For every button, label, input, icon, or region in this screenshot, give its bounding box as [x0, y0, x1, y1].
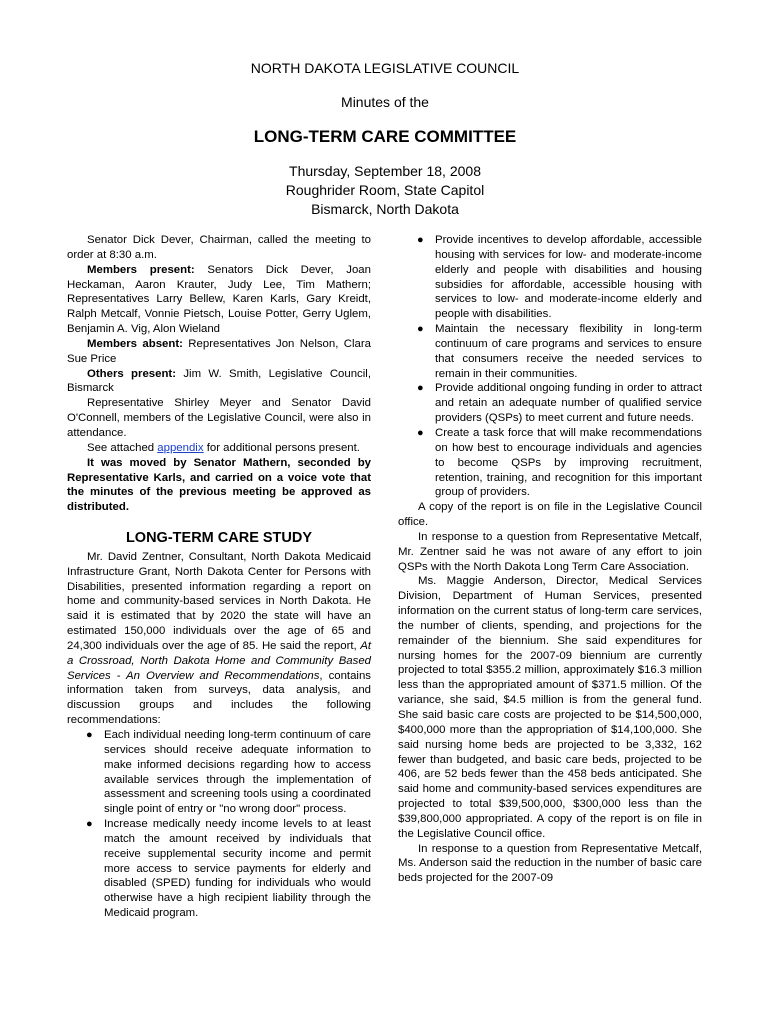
- appendix-suffix: for additional persons present.: [203, 441, 360, 454]
- list-item: [398, 233, 702, 322]
- list-item-text: Maintain the necessary flexibility in long-term continuum of care programs and services to ensure that consumers receive the needed services to remain in their communities.: [435, 323, 702, 380]
- members-present-text: Senators Dick Dever, Joan Heckaman, Aaron Krauter, Judy Lee, Tim Mathern; Representatives Larry Bellew, Karen Karls, Gary Kreidt, Ralph Metcalf, Vonnie Pietsch, Louise Potter, Gerry Uglem, Benjamin A. Vig, Alon Wieland: [67, 263, 371, 336]
- others-present: [67, 367, 371, 397]
- zentner-text-1: Mr. David Zentner, Consultant, North Dakota Medicaid Infrastructure Grant, North Dakota Center for Persons with Disabilities, presented information regarding a report on home and community-based services in North Dakota. He said it is estimated that by 2020 the state will have an estimated 150,000 individuals over the age of 65 and 24,300 individuals over the age of 85. He said the report,: [67, 550, 371, 652]
- appendix-prefix: See attached: [87, 441, 158, 454]
- meeting-location: Roughrider Room, State Capitol: [285, 182, 485, 198]
- right-column: [398, 233, 702, 886]
- meeting-city: Bismarck, North Dakota: [311, 201, 459, 217]
- minutes-of-label: Minutes of the: [341, 94, 429, 110]
- members-absent: [67, 337, 371, 367]
- appendix-paragraph: [67, 441, 371, 456]
- appendix-link[interactable]: appendix: [157, 441, 204, 454]
- members-absent-label: Members absent:: [87, 337, 183, 350]
- anderson-response-paragraph: In response to a question from Representative Metcalf, Ms. Anderson said the reduction in the number of basic care beds projected for the 2007-09: [398, 842, 702, 885]
- list-item: [398, 426, 702, 500]
- list-item: [398, 322, 702, 381]
- meeting-details: [0, 162, 770, 219]
- members-present: [67, 263, 371, 337]
- opening-paragraph: Senator Dick Dever, Chairman, called the meeting to order at 8:30 a.m.: [67, 234, 371, 261]
- attendance-paragraph: Representative Shirley Meyer and Senator David O'Connell, members of the Legislative Council, were also in attendance.: [67, 397, 371, 439]
- copy-report-paragraph: A copy of the report is on file in the Legislative Council office.: [398, 501, 702, 529]
- bullet-icon: ●: [417, 234, 424, 246]
- section-heading: LONG-TERM CARE STUDY: [125, 530, 313, 547]
- motion-paragraph: It was moved by Senator Mathern, seconded by Representative Karls, and carried on a voice vote that the minutes of the previous meeting be approved as distributed.: [67, 456, 371, 514]
- bullet-icon: ●: [417, 382, 424, 395]
- zentner-text-2: , contains information taken from surveys, data analysis, and discussion groups and includes the following recommendations:: [67, 669, 371, 727]
- bullet-icon: ●: [417, 323, 424, 336]
- list-item-text: Provide additional ongoing funding in order to attract and retain an adequate number of qualified service providers (QSPs) to meet current and future needs.: [435, 382, 702, 425]
- committee-title: LONG-TERM CARE COMMITTEE: [253, 127, 517, 146]
- council-name: NORTH DAKOTA LEGISLATIVE COUNCIL: [250, 60, 520, 76]
- meeting-date: Thursday, September 18, 2008: [289, 163, 481, 179]
- others-present-label: Others present:: [87, 367, 176, 380]
- members-present-label: Members present:: [87, 263, 195, 276]
- bullet-icon: ●: [86, 729, 93, 741]
- list-item: [398, 381, 702, 426]
- bullet-icon: ●: [86, 818, 93, 831]
- anderson-paragraph: Ms. Maggie Anderson, Director, Medical Services Division, Department of Human Services, presented information on the current status of long-term care services, the number of clients, spending, and projections for the remainder of the biennium. She said expenditures for nursing homes for the 2007-09 biennium are currently projected to total $355.2 million, approximately $16.3 million less than the appropriated amount of $371.5 million. Of the variance, she said, $4.5 million is from the general fund. She said basic care costs are projected to be $14,500,000, $400,000 more than the appropriation of $14,100,000. She said nursing home beds are projected to be 3,332, 162 fewer than budgeted, and basic care beds, projected to be 406, are 52 beds fewer than the 458 beds anticipated. She said home and community-based services expenditures are projected to total $39,500,000, $300,000 less than the $39,800,000 appropriated. A copy of the report is on file in the Legislative Council office.: [398, 575, 702, 840]
- recommendations-list-right: [398, 233, 702, 500]
- zentner-paragraph: [67, 550, 371, 728]
- list-item: [67, 817, 371, 921]
- bullet-icon: ●: [417, 426, 424, 439]
- members-absent-text: Representatives Jon Nelson, Clara Sue Price: [67, 337, 371, 365]
- list-item-text: Provide incentives to develop affordable, accessible housing with services for low- and moderate-income elderly and people with disabilities and housing subsidies for affordable, accessible housing with services to low- and moderate-income elderly and people with disabilities.: [435, 234, 702, 321]
- metcalf-response-paragraph: In response to a question from Representative Metcalf, Mr. Zentner said he was not aware of any effort to join QSPs with the North Dakota Long Term Care Association.: [398, 530, 702, 573]
- list-item: [67, 728, 371, 817]
- list-item-text: Create a task force that will make recommendations on how best to encourage individuals and agencies to become QSPs by improving recruitment, retention, training, and recognition for this important group of providers.: [435, 426, 702, 499]
- recommendations-list-left: [67, 728, 371, 921]
- others-present-text: Jim W. Smith, Legislative Council, Bismarck: [67, 367, 371, 395]
- report-title: At a Crossroad, North Dakota Home and Community Based Services - An Overview and Recommendations: [67, 639, 371, 682]
- list-item-text: Increase medically needy income levels to at least match the amount received by individuals that receive supplemental security income and permit more access to service payments for elderly and disabled (SPED) funding for individuals who would otherwise have a high recipient liability through the Medicaid program.: [104, 818, 371, 920]
- left-column: [67, 233, 371, 921]
- list-item-text: Each individual needing long-term continuum of care services should receive adequate information to make informed decisions regarding how to access available services through the implementation of assessment and screening tools using a coordinated single point of entry or "no wrong door" process.: [104, 729, 371, 816]
